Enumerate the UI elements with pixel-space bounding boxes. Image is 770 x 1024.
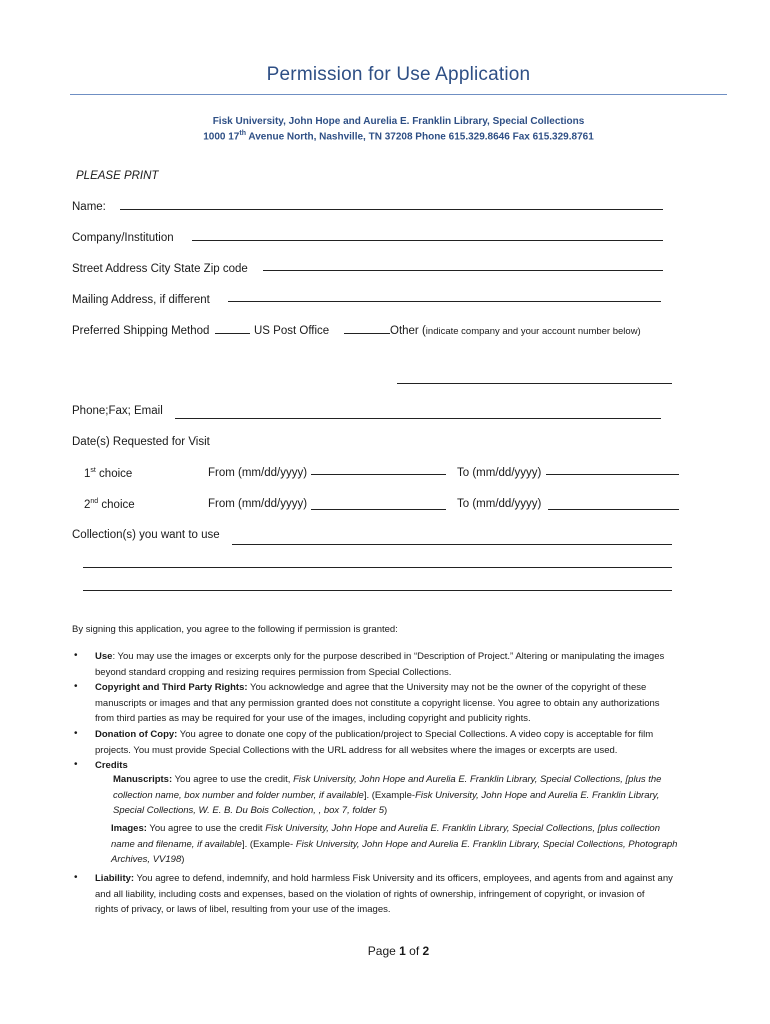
term-images: [111, 821, 733, 868]
street-label: Street Address City State Zip code: [72, 263, 248, 275]
term-manuscripts-line2: collection name, box number and folder number, if available]. (Example-Fisk University, John Hope and Aurelia E. Franklin Library,: [113, 789, 660, 801]
address-line: [0, 130, 770, 142]
term-use: [95, 649, 735, 680]
term-credits-title: Credits: [95, 760, 128, 771]
please-print-note: PLEASE PRINT: [76, 170, 159, 182]
title-divider: [70, 94, 727, 95]
bullet-credits: •: [74, 759, 78, 770]
page-total: 2: [422, 944, 430, 958]
collections-field-3[interactable]: [83, 590, 672, 591]
choice2-num: 2: [84, 498, 91, 511]
choice1-sup: st: [90, 467, 96, 474]
term-manuscripts-line3: Special Collections, W. E. B. Du Bois Collection, , box 7, folder 5): [113, 805, 388, 817]
choice1-label: [84, 467, 132, 480]
term-manuscripts-title: Manuscripts:: [113, 774, 173, 785]
term-donation-title: Donation of Copy:: [95, 729, 178, 740]
term-liability-title: Liability:: [95, 873, 135, 884]
shipping-option2-blank[interactable]: [344, 333, 390, 334]
choice2-sup: nd: [90, 498, 99, 505]
term-images-title: Images:: [111, 823, 147, 834]
bullet-donation: •: [74, 728, 78, 739]
dates-label: Date(s) Requested for Visit: [72, 436, 210, 448]
shipping-option2-main: Other (: [390, 325, 426, 337]
choice2-to-field[interactable]: [548, 509, 679, 510]
term-copyright: [95, 680, 735, 727]
term-donation-line2: projects. You must provide Special Collections with the URL address for all websites where the images or excerpts are used.: [95, 744, 618, 756]
term-liability-line2: and all liability, including costs and expenses, based on the violation of rights of ownership, infringement of copyright, or invasion of: [95, 888, 645, 900]
choice1-from-label: From (mm/dd/yyyy): [208, 467, 308, 479]
term-manuscripts: [113, 772, 733, 819]
name-label: Name:: [72, 201, 106, 213]
choice1-from-field[interactable]: [311, 474, 446, 475]
term-donation: [95, 727, 735, 758]
bullet-liability: •: [74, 872, 78, 883]
term-use-line2: beyond standard cropping and resizing requires permission from Special Collections.: [95, 666, 452, 678]
term-images-line1: Images: You agree to use the credit Fisk University, John Hope and Aurelia E. Franklin Library, Special Collections, [plus collection: [111, 823, 660, 834]
term-liability: [95, 871, 735, 918]
choice2-word: choice: [98, 498, 135, 511]
term-use-line1: Use: You may use the images or excerpts only for the purpose described in “Description of Project.” Altering or manipulating the images: [95, 651, 665, 662]
address-pre: 1000 17: [203, 131, 240, 143]
shipping-account-field[interactable]: [397, 383, 672, 384]
mailing-field[interactable]: [228, 301, 661, 302]
choice2-label: [84, 498, 135, 511]
mailing-label: Mailing Address, if different: [72, 294, 210, 306]
shipping-label: Preferred Shipping Method: [72, 325, 210, 337]
term-copyright-title: Copyright and Third Party Rights:: [95, 682, 248, 693]
shipping-option1-blank[interactable]: [215, 333, 250, 334]
term-copyright-line2: manuscripts or images and that any permission granted does not constitute a copyright license. You agree to obtain any authorizations: [95, 697, 660, 709]
choice1-to-label: To (mm/dd/yyyy): [457, 467, 542, 479]
term-images-line3: Archives, VV198): [111, 854, 185, 866]
term-donation-line1: Donation of Copy: You agree to donate one copy of the publication/project to Special Collections. A video copy is acceptable for film: [95, 729, 654, 740]
page-number: Page 1 of 2: [367, 944, 430, 958]
bullet-use: •: [74, 650, 78, 661]
term-liability-line1: Liability: You agree to defend, indemnify, and hold harmless Fisk University and its officers, employees, and agents from and against any: [95, 873, 673, 884]
shipping-option1-label: US Post Office: [254, 325, 330, 337]
address-post: Avenue North, Nashville, TN 37208 Phone 615.329.8646 Fax 615.329.8761: [245, 131, 594, 143]
term-manuscripts-line1: Manuscripts: You agree to use the credit, Fisk University, John Hope and Aurelia E. Franklin Library, Special Collections, [plus the: [113, 774, 662, 785]
page-title: Permission for Use Application: [266, 64, 531, 85]
bullet-copyright: •: [74, 681, 78, 692]
company-label: Company/Institution: [72, 232, 174, 244]
shipping-option2-note: indicate company and your account number below): [425, 326, 641, 337]
term-liability-line3: rights of privacy, or laws of libel, resulting from your use of the images.: [95, 904, 391, 916]
shipping-option2-label: [390, 325, 641, 337]
term-images-line2: name and filename, if available]. (Example- Fisk University, John Hope and Aurelia E. Franklin Library, Special Collections, Photograph: [111, 838, 678, 850]
term-copyright-line3: from third parties as may be required for your use of the images, including copyright and publicity rights.: [95, 713, 531, 725]
choice2-from-field[interactable]: [311, 509, 446, 510]
terms-intro: By signing this application, you agree to the following if permission is granted:: [72, 624, 398, 635]
phone-label: Phone;Fax; Email: [72, 405, 163, 417]
address-sup: th: [239, 130, 246, 137]
collections-label: Collection(s) you want to use: [72, 529, 220, 541]
street-field[interactable]: [263, 270, 663, 271]
choice1-word: choice: [95, 467, 133, 480]
choice1-to-field[interactable]: [546, 474, 679, 475]
choice2-to-label: To (mm/dd/yyyy): [457, 498, 542, 510]
term-use-title: Use: [95, 651, 113, 662]
choice2-from-label: From (mm/dd/yyyy): [208, 498, 308, 510]
choice1-num: 1: [84, 467, 91, 480]
page-current: 1: [399, 944, 406, 958]
collections-field-1[interactable]: [232, 544, 672, 545]
org-line: Fisk University, John Hope and Aurelia E. Franklin Library, Special Collections: [212, 116, 585, 127]
company-field[interactable]: [192, 240, 663, 241]
collections-field-2[interactable]: [83, 567, 672, 568]
name-field[interactable]: [120, 209, 663, 210]
phone-field[interactable]: [175, 418, 661, 419]
term-copyright-line1: Copyright and Third Party Rights: You acknowledge and agree that the University may not be the owner of the copyright of these: [95, 682, 647, 693]
